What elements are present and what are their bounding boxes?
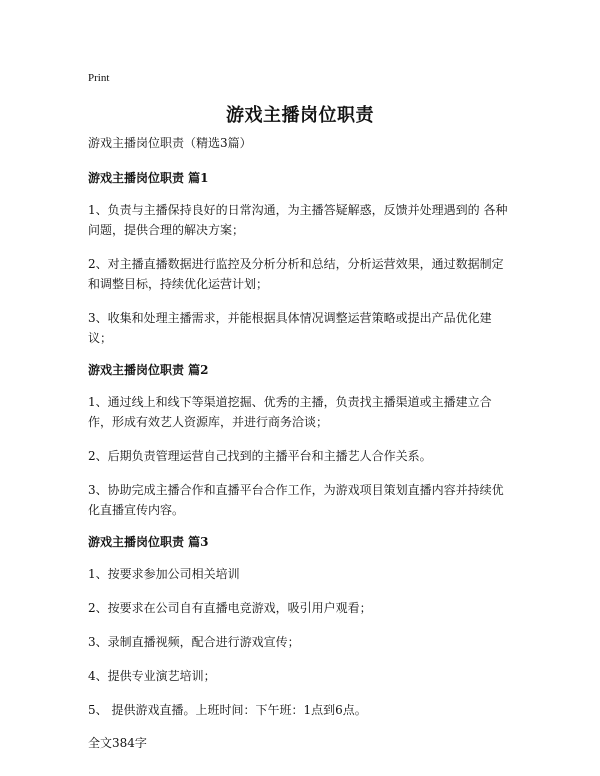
list-item: 1、负责与主播保持良好的日常沟通，为主播答疑解惑，反馈并处理遇到的 各种问题，提供合理的解决方案； <box>88 203 508 237</box>
list-item: 3、协助完成主播合作和直播平台合作工作，为游戏项目策划直播内容并持续优化直播宣传内容。 <box>88 483 504 517</box>
section-heading: 游戏主播岗位职责 篇3 <box>88 535 209 549</box>
section-heading: 游戏主播岗位职责 篇1 <box>88 171 209 185</box>
list-item: 2、按要求在公司自有直播电竞游戏，吸引用户观看； <box>88 601 372 615</box>
list-item: 5、 提供游戏直播。上班时间：下午班：1点到6点。 <box>88 703 367 717</box>
list-item: 1、通过线上和线下等渠道挖掘、优秀的主播，负责找主播渠道或主播建立合作，形成有效艺人资源库，并进行商务洽谈； <box>88 395 492 429</box>
document-body <box>88 134 512 764</box>
list-item: 2、对主播直播数据进行监控及分析分析和总结，分析运营效果，通过数据制定和调整目标，持续优化运营计划； <box>88 257 504 291</box>
section-1 <box>88 170 512 348</box>
section-heading: 游戏主播岗位职责 篇2 <box>88 363 209 377</box>
list-item: 1、按要求参加公司相关培训 <box>88 567 240 581</box>
print-label[interactable]: Print <box>88 72 110 84</box>
section-3 <box>88 534 512 720</box>
section-2 <box>88 362 512 520</box>
document-subtitle: 游戏主播岗位职责（精选3篇） <box>88 136 252 150</box>
word-count: 全文384字 <box>88 736 147 750</box>
list-item: 2、后期负责管理运营自己找到的主播平台和主播艺人合作关系。 <box>88 449 432 463</box>
list-item: 3、收集和处理主播需求，并能根据具体情况调整运营策略或提出产品优化建议； <box>88 311 492 345</box>
list-item: 3、录制直播视频，配合进行游戏宣传； <box>88 635 300 649</box>
page-title: 游戏主播岗位职责 <box>226 105 374 126</box>
list-item: 4、提供专业演艺培训； <box>88 669 216 683</box>
